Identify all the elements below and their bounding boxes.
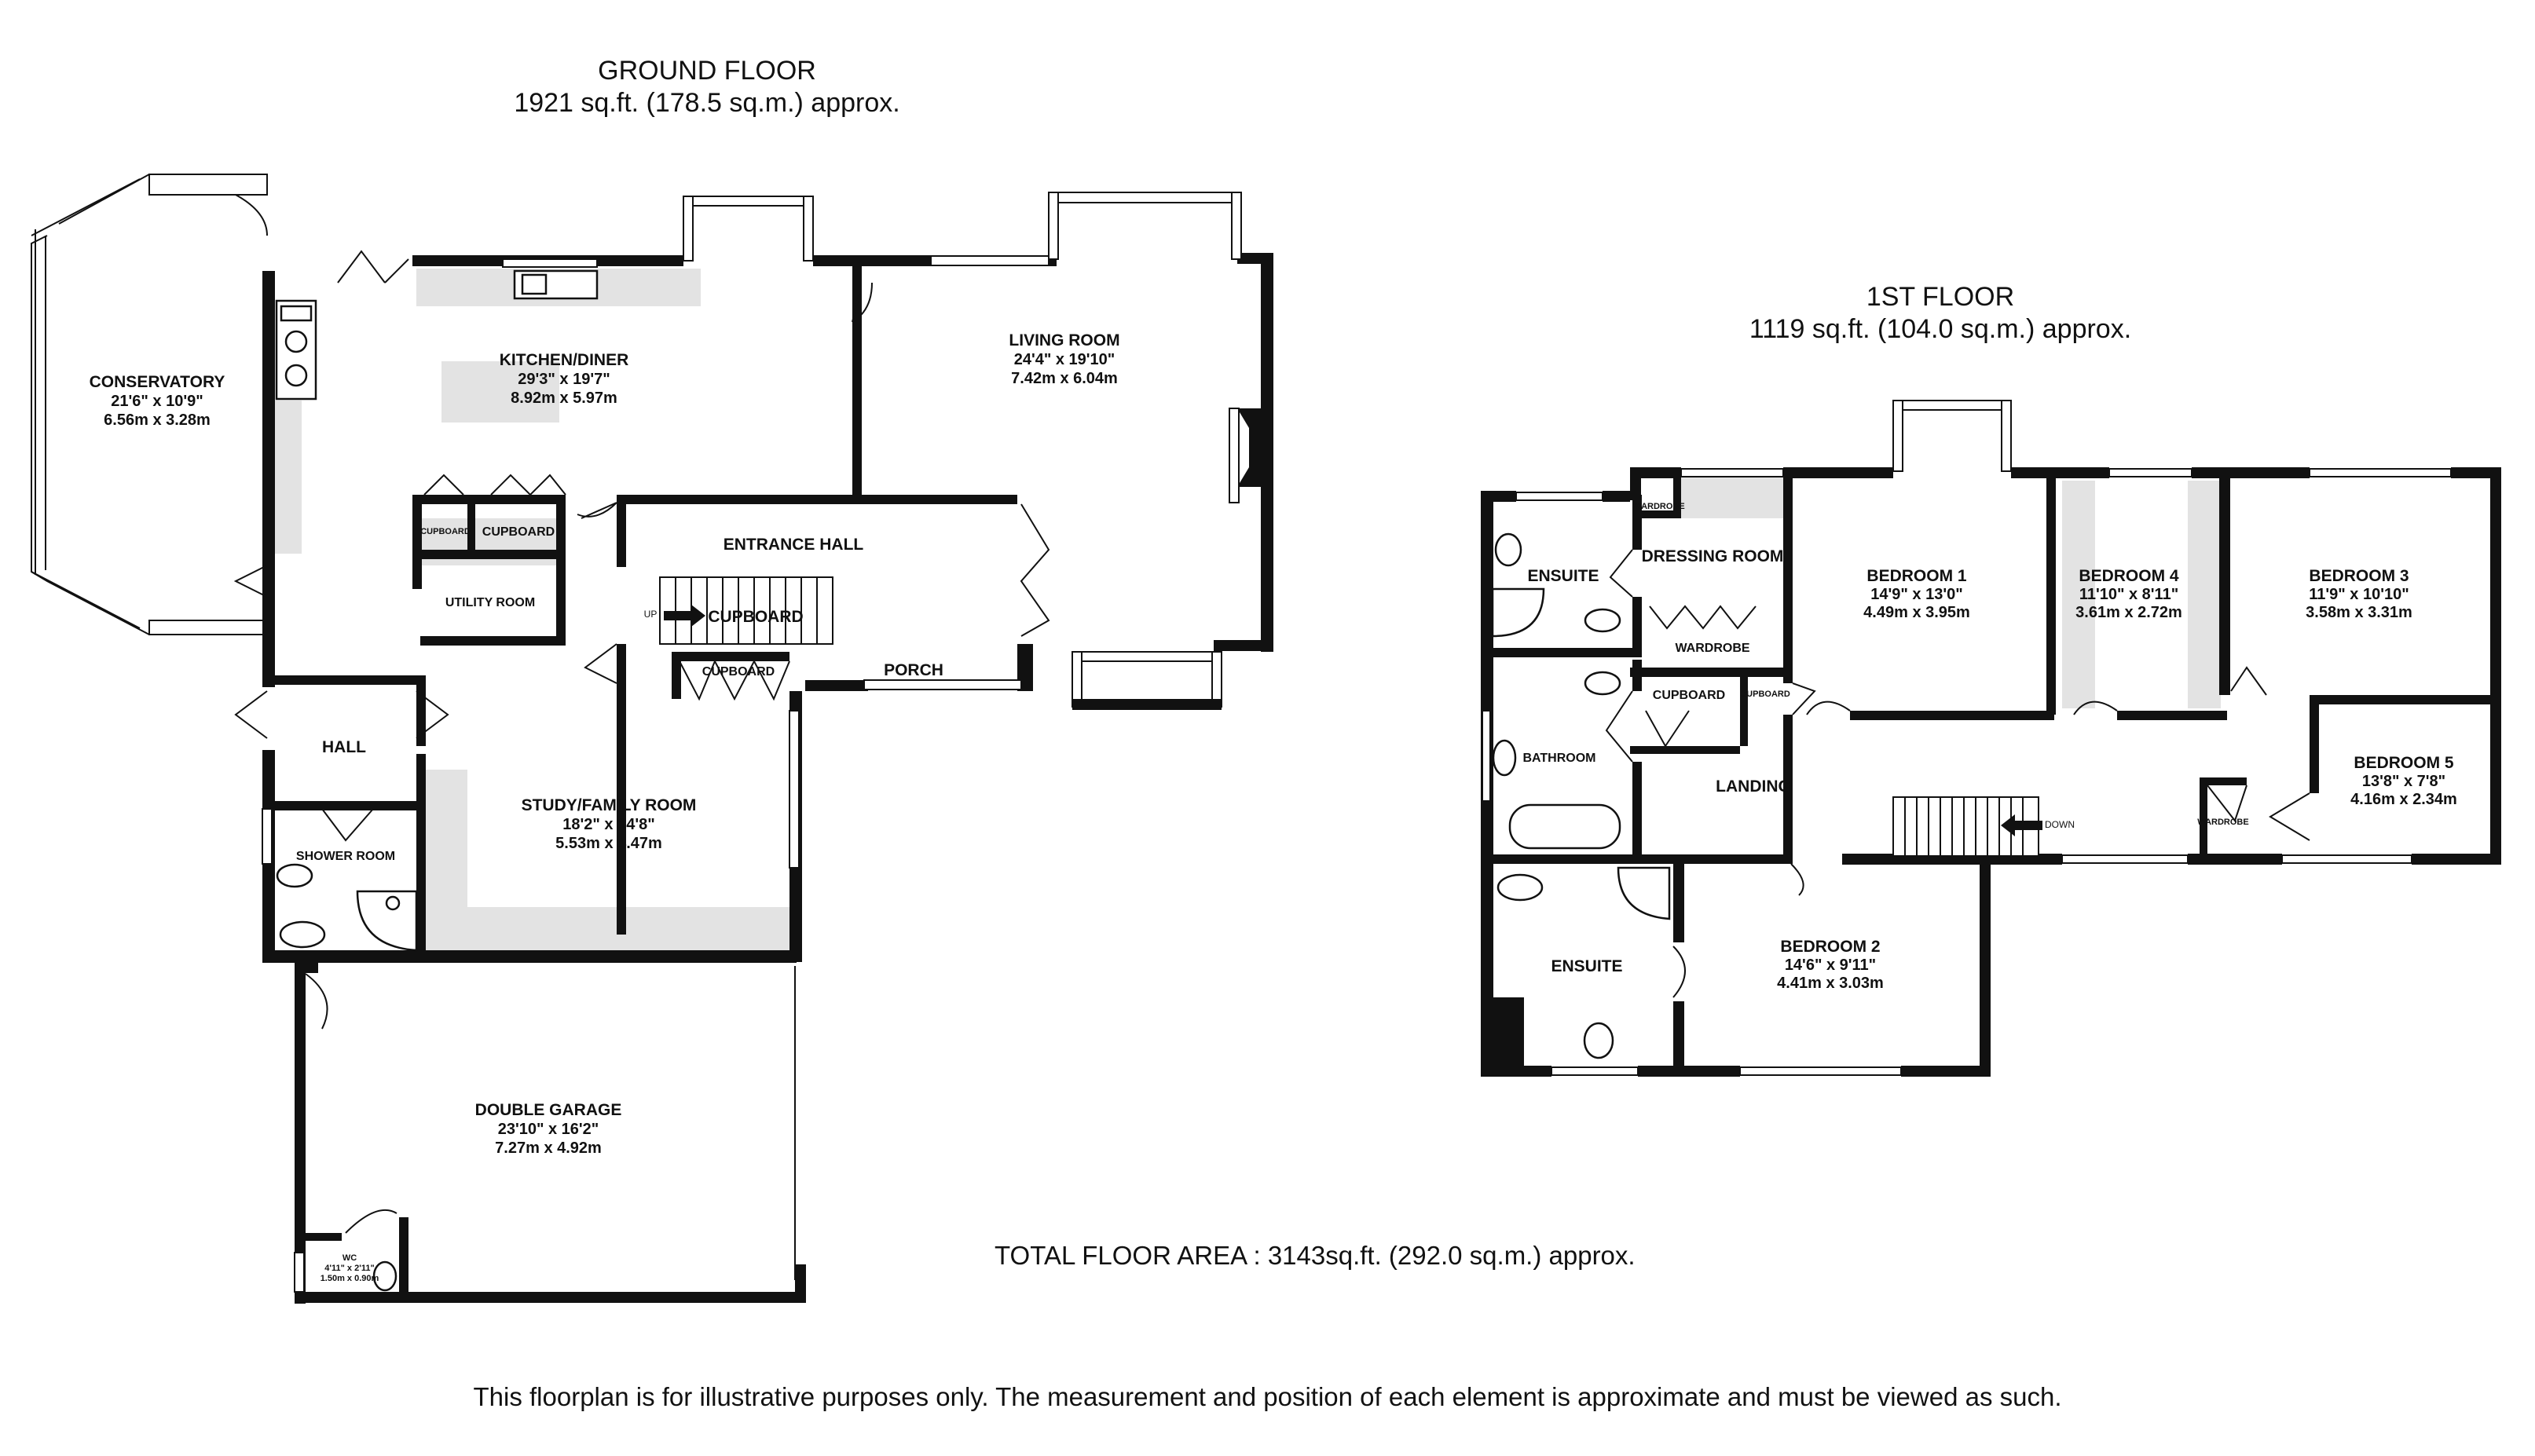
kitchen-window (503, 259, 597, 267)
stair-cupboard-label: CUPBOARD (708, 608, 804, 626)
window (2062, 855, 2188, 863)
study-door-swing (585, 644, 617, 683)
wall (275, 801, 416, 810)
utility-room-label: UTILITY ROOM (445, 596, 536, 609)
shower-door-swing (322, 809, 373, 840)
wall (813, 255, 931, 266)
study-window (789, 711, 799, 868)
wc-imperial: 4'11" x 2'11" (324, 1264, 375, 1273)
kitchen-bay-window-side (804, 196, 813, 261)
hob-ring (286, 331, 306, 352)
conservatory-imperial: 21'6" x 10'9" (111, 393, 203, 410)
conservatory-metric: 6.56m x 3.28m (104, 412, 211, 429)
door-swing (1610, 550, 1632, 597)
basin-icon (277, 865, 312, 887)
fireplace-icon (1237, 408, 1265, 487)
conservatory-window-top (149, 174, 267, 195)
wall (416, 754, 426, 958)
window (1482, 711, 1490, 801)
wall (1214, 640, 1273, 651)
wall (1673, 471, 1681, 518)
bedroom2-imperial: 14'6" x 9'11" (1784, 957, 1877, 974)
wall (295, 1233, 342, 1241)
cupboard-tiny-label: CUPBOARD (1740, 690, 1790, 699)
living-window (931, 256, 1049, 265)
wall (672, 652, 681, 699)
conservatory-glazing-inner (35, 229, 46, 575)
wall (1072, 699, 1222, 710)
door-swing (1807, 702, 1850, 715)
basin-icon (1493, 741, 1515, 775)
ensuite-label: ENSUITE (1527, 567, 1599, 585)
wall (1673, 856, 1684, 942)
wall (295, 962, 318, 973)
wall (1632, 597, 1642, 652)
wall (262, 271, 275, 687)
cupboard-label: CUPBOARD (482, 525, 555, 539)
wall (412, 495, 566, 504)
wall (1630, 746, 1740, 754)
wall (2313, 695, 2494, 704)
study-metric: 5.53m x 4.47m (555, 835, 662, 852)
wc-label: WC (342, 1253, 357, 1263)
stair-up-marker: UP (643, 609, 658, 620)
bedroom2-metric: 4.41m x 3.03m (1777, 975, 1884, 992)
wall (1740, 675, 1748, 746)
bay-window-side (1893, 401, 1903, 471)
wall (2117, 711, 2227, 720)
study-imperial: 18'2" x 14'8" (562, 816, 655, 833)
bedroom3-imperial: 11'9" x 10'10" (2309, 586, 2409, 603)
wall (295, 1292, 805, 1303)
wall (412, 495, 422, 589)
wall (617, 644, 626, 935)
bedroom4-shade (2188, 481, 2221, 708)
wall (672, 652, 789, 661)
living-room-label: LIVING ROOM (1009, 331, 1120, 349)
ground-floor-plan (31, 174, 1273, 1304)
hall-door-swing (236, 691, 267, 738)
wall (617, 504, 626, 567)
door-swing (1673, 946, 1685, 997)
wall (2219, 471, 2230, 695)
wall (1481, 491, 1516, 502)
wall (1603, 491, 1630, 502)
wardrobe-label: WARDROBE (1675, 642, 1750, 655)
bay-window (1893, 401, 2011, 410)
wall (412, 550, 566, 559)
shower-window (262, 809, 272, 864)
door-swing (2231, 668, 2266, 695)
kitchen-imperial: 29'3" x 19'7" (518, 371, 610, 388)
wall (1632, 762, 1642, 860)
stair-down-marker: DOWN (2045, 819, 2075, 830)
bedroom4-metric: 3.61m x 2.72m (2075, 604, 2182, 621)
cupboard-label: CUPBOARD (702, 665, 775, 679)
wardrobe-door (2207, 785, 2247, 821)
wall (795, 1264, 806, 1303)
wc-metric: 1.50m x 0.90m (320, 1274, 379, 1283)
bedroom5-imperial: 13'8" x 7'8" (2361, 773, 2446, 790)
bedroom1-metric: 4.49m x 3.95m (1863, 604, 1970, 621)
window (2310, 469, 2451, 477)
window (2282, 855, 2412, 863)
wall (1783, 471, 1793, 683)
disclaimer: This floorplan is for illustrative purposes only. The measurement and position of each element is approximate and must be viewed as such. (473, 1382, 2062, 1411)
wc-window (295, 1253, 304, 1292)
kitchen-bay-window (683, 196, 813, 206)
porch-label: PORCH (884, 661, 943, 679)
landing-label: LANDING (1716, 777, 1791, 796)
wall (1783, 467, 1893, 478)
conservatory-window-bottom (149, 620, 267, 635)
living-room-imperial: 24'4" x 19'10" (1013, 351, 1115, 368)
toilet-icon (280, 922, 324, 947)
bay-window-side (2002, 401, 2011, 471)
wall (1980, 856, 1991, 1076)
bedroom4-imperial: 11'10" x 8'11" (2079, 586, 2179, 603)
shower-tray-icon (1493, 589, 1544, 636)
window (1681, 469, 1783, 477)
wc-door-swing (346, 1210, 397, 1233)
ground-floor-area: 1921 sq.ft. (178.5 sq.m.) approx. (514, 88, 900, 118)
wall (1630, 668, 1787, 677)
wall (1632, 510, 1680, 518)
first-floor-plan (1481, 401, 2501, 1077)
window (2109, 469, 2192, 477)
wardrobe-doors (1650, 606, 1756, 628)
wall (2412, 854, 2501, 865)
kitchen-label: KITCHEN/DINER (499, 351, 629, 369)
bathtub-icon (1510, 805, 1620, 848)
bedroom1-imperial: 14'9" x 13'0" (1870, 586, 1963, 603)
living-front-window-side (1072, 652, 1082, 707)
hearth (1229, 408, 1239, 503)
hob-ring (286, 365, 306, 386)
wall (262, 950, 797, 963)
kitchen-french-doors (338, 251, 408, 283)
window (1551, 1067, 1638, 1075)
cupboard-doors (424, 475, 566, 495)
toilet-icon (1585, 609, 1620, 631)
wall (399, 1217, 408, 1296)
wall (2011, 467, 2109, 478)
bathroom-label: BATHROOM (1522, 752, 1596, 765)
toilet-icon (1584, 1023, 1613, 1058)
bedroom3-metric: 3.58m x 3.31m (2306, 604, 2412, 621)
hall-door-swing (577, 503, 617, 518)
living-front-window-side (1212, 652, 1222, 707)
bedroom5-label: BEDROOM 5 (2354, 754, 2454, 772)
kitchen-bay-window-side (683, 196, 693, 261)
conservatory-label: CONSERVATORY (89, 373, 225, 391)
first-floor-title: 1ST FLOOR (1866, 282, 2015, 312)
bedroom4-label: BEDROOM 4 (2079, 567, 2179, 585)
window (1740, 1067, 1901, 1075)
cupboard-small-label: CUPBOARD (420, 527, 471, 536)
study-side-shade (424, 770, 467, 911)
living-room-metric: 7.42m x 6.04m (1011, 370, 1118, 387)
wall (2490, 467, 2501, 864)
wall (420, 636, 566, 646)
wall (1901, 1066, 1991, 1077)
wall (556, 503, 566, 644)
ground-floor-title: GROUND FLOOR (598, 56, 816, 86)
garage-metric: 7.27m x 4.92m (495, 1140, 602, 1157)
wall (852, 263, 862, 503)
shower-room-label: SHOWER ROOM (295, 850, 396, 863)
wall (1489, 648, 1642, 657)
living-bay-window (1049, 192, 1241, 203)
wall (1850, 711, 2054, 720)
hob-ring (281, 306, 311, 320)
garage-imperial: 23'10" x 16'2" (497, 1121, 599, 1138)
door-swing (2270, 793, 2310, 840)
living-front-window (1072, 652, 1222, 661)
dressing-shade (1681, 475, 1783, 518)
bedroom5-metric: 4.16m x 2.34m (2350, 791, 2457, 808)
living-bay-window-side (1232, 192, 1241, 259)
wall (805, 680, 868, 691)
door-swing (1606, 691, 1632, 762)
wall (2310, 695, 2319, 793)
wall (2200, 777, 2207, 856)
living-bay-window-side (1049, 192, 1058, 259)
wall (1673, 1001, 1684, 1076)
door-swing (1791, 864, 1804, 895)
bedroom3-label: BEDROOM 3 (2309, 567, 2409, 585)
study-floor-shade (424, 907, 793, 950)
garage-door-swing (306, 974, 328, 1029)
toilet-icon (1585, 672, 1620, 694)
dressing-room-label: DRESSING ROOM (1641, 547, 1784, 565)
kitchen-metric: 8.92m x 5.97m (511, 390, 617, 407)
first-stairs (1893, 797, 2042, 856)
wardrobe-label: WARDROBE (1633, 502, 1685, 511)
first-floor-area: 1119 sq.ft. (104.0 sq.m.) approx. (1749, 314, 2132, 344)
porch-window (864, 680, 1021, 690)
wall-block (1481, 997, 1524, 1076)
hall-label: HALL (322, 738, 366, 756)
bedroom2-label: BEDROOM 2 (1780, 938, 1881, 956)
wall (617, 495, 1017, 504)
total-floor-area: TOTAL FLOOR AREA : 3143sq.ft. (292.0 sq.m.) approx. (995, 1241, 1636, 1270)
sink-bowl (522, 275, 546, 294)
front-door-swing (1021, 504, 1049, 636)
window (1516, 492, 1603, 500)
wall (275, 675, 416, 685)
basin-icon (1496, 534, 1521, 565)
shower-drain (386, 897, 399, 909)
bedroom1-label: BEDROOM 1 (1866, 567, 1967, 585)
ensuite-label: ENSUITE (1551, 957, 1623, 975)
cupboard-label: CUPBOARD (1652, 689, 1726, 702)
wall (1638, 1066, 1740, 1077)
cupboard-door (1646, 711, 1689, 746)
toilet-icon (1498, 875, 1542, 900)
garage-label: DOUBLE GARAGE (474, 1101, 622, 1119)
study-label: STUDY/FAMILY ROOM (521, 796, 697, 814)
entrance-hall-label: ENTRANCE HALL (723, 536, 864, 554)
wardrobe-label: WARDROBE (2197, 818, 2249, 827)
conservatory-door-swing (236, 195, 267, 236)
wall (2046, 471, 2056, 715)
wall (2192, 467, 2310, 478)
shower-tray-icon (1618, 868, 1669, 919)
